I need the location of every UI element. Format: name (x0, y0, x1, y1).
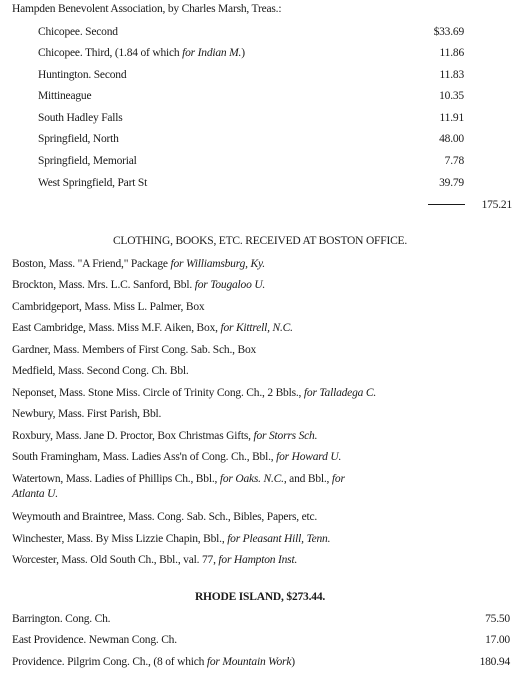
clothing-entry: Roxbury, Mass. Jane D. Proctor, Box Christmas Gifts, for Storrs Sch. (12, 430, 318, 442)
hampden-item-name: South Hadley Falls (38, 112, 123, 124)
hampden-total: 175.21 (481, 199, 512, 211)
hampden-header: Hampden Benevolent Association, by Charles Marsh, Treas.: (12, 3, 282, 15)
clothing-entry: Boston, Mass. "A Friend," Package for Williamsburg, Ky. (12, 258, 265, 270)
hampden-item-amount: 10.35 (439, 90, 464, 102)
hampden-item-amount: 11.83 (439, 69, 464, 81)
ri-item-name: Barrington. Cong. Ch. (12, 613, 111, 625)
clothing-entry-continuation: Atlanta U. (12, 488, 58, 500)
clothing-entry: Medfield, Mass. Second Cong. Ch. Bbl. (12, 365, 189, 377)
hampden-item-name: Springfield, Memorial (38, 155, 137, 167)
clothing-entry: Newbury, Mass. First Parish, Bbl. (12, 408, 162, 420)
clothing-entry: Weymouth and Braintree, Mass. Cong. Sab. Sch., Bibles, Papers, etc. (12, 511, 318, 523)
clothing-entry: Winchester, Mass. By Miss Lizzie Chapin, Bbl., for Pleasant Hill, Tenn. (12, 533, 331, 545)
hampden-item-amount: 11.91 (439, 112, 464, 124)
hampden-item-amount: 11.86 (439, 47, 464, 59)
clothing-entry: Brockton, Mass. Mrs. L.C. Sanford, Bbl. for Tougaloo U. (12, 279, 266, 291)
clothing-entry: Cambridgeport, Mass. Miss L. Palmer, Box (12, 301, 205, 313)
ri-item-amount: 17.00 (485, 634, 510, 646)
ri-item-amount: 75.50 (485, 613, 510, 625)
hampden-item-name: Chicopee. Second (38, 26, 118, 38)
hampden-item-name: Mittineague (38, 90, 92, 102)
ri-item-name: Providence. Pilgrim Cong. Ch., (8 of which for Mountain Work) (12, 656, 295, 668)
clothing-entry: Neponset, Mass. Stone Miss. Circle of Trinity Cong. Ch., 2 Bbls., for Talladega C. (12, 387, 377, 399)
hampden-item-amount: 39.79 (439, 177, 464, 189)
hampden-item-name: Huntington. Second (38, 69, 127, 81)
rhode-island-heading: RHODE ISLAND, $273.44. (194, 591, 326, 603)
hampden-item-amount: $33.69 (433, 26, 464, 38)
clothing-entry: Gardner, Mass. Members of First Cong. Sab. Sch., Box (12, 344, 257, 356)
clothing-entry: East Cambridge, Mass. Miss M.F. Aiken, Box, for Kittrell, N.C. (12, 322, 293, 334)
total-rule (428, 204, 465, 205)
hampden-item-amount: 7.78 (444, 155, 464, 167)
clothing-entry: Watertown, Mass. Ladies of Phillips Ch., Bbl., for Oaks. N.C., and Bbl., for (12, 473, 345, 485)
ri-item-amount: 180.94 (479, 656, 510, 668)
clothing-entry: South Framingham, Mass. Ladies Ass'n of Cong. Ch., Bbl., for Howard U. (12, 451, 342, 463)
clothing-entry: Worcester, Mass. Old South Ch., Bbl., val. 77, for Hampton Inst. (12, 554, 298, 566)
hampden-item-name: West Springfield, Part St (38, 177, 148, 189)
hampden-item-amount: 48.00 (439, 133, 464, 145)
ri-item-name: East Providence. Newman Cong. Ch. (12, 634, 177, 646)
hampden-item-name: Springfield, North (38, 133, 119, 145)
hampden-item-name: Chicopee. Third, (1.84 of which for Indian M.) (38, 47, 245, 59)
clothing-heading: CLOTHING, BOOKS, ETC. RECEIVED AT BOSTON OFFICE. (112, 235, 408, 247)
